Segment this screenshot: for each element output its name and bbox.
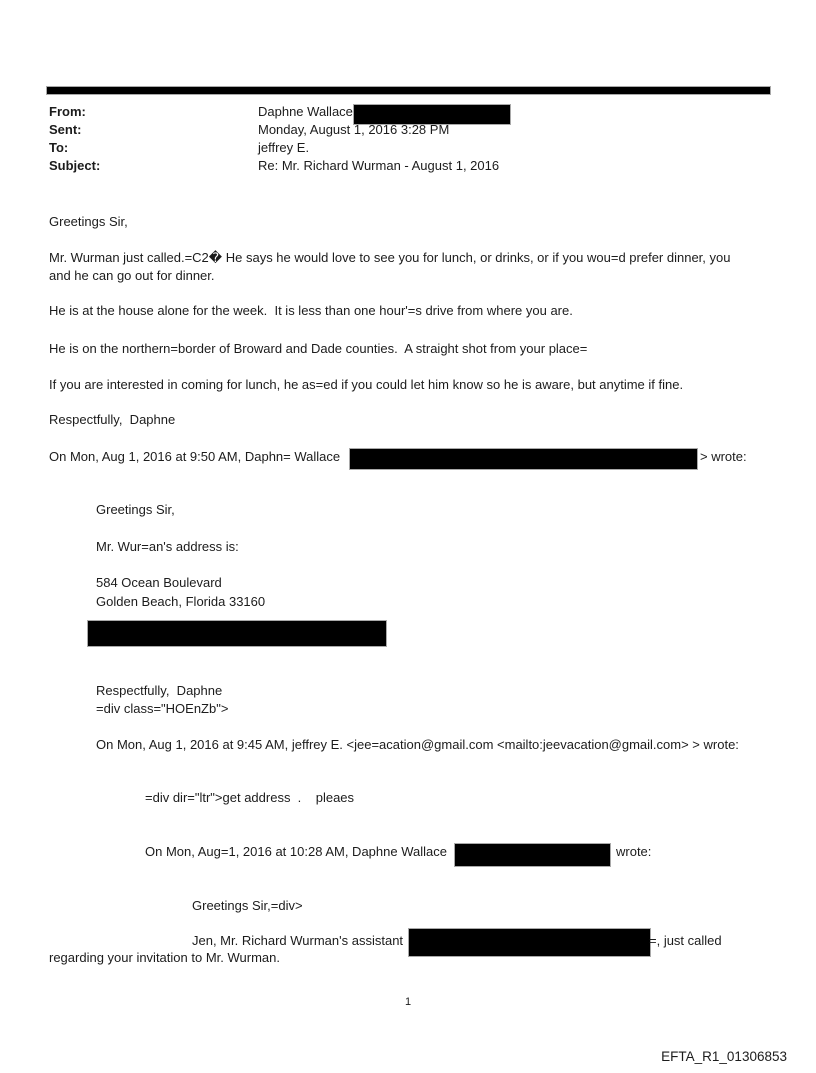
quote1-sender-redaction-bar: [349, 448, 698, 470]
quote3-sender-redaction-bar: [454, 843, 611, 867]
header-rule-redaction-bar: [46, 86, 771, 95]
from-value: Daphne Wallace: [258, 104, 353, 119]
message-paragraph4: If you are interested in coming for lunch, he as=ed if you could let him know so he is aware, but anytime if fine.: [49, 377, 684, 392]
to-label: To:: [49, 140, 69, 155]
quote1-attribution-suffix: > wrote:: [700, 449, 747, 464]
quote3-assistant-line2: regarding your invitation to Mr. Wurman.: [49, 950, 280, 965]
quote1-address-line2: Golden Beach, Florida 33160: [96, 594, 266, 609]
message-paragraph3: He is on the northern=border of Broward and Dade counties. A straight shot from your place=: [49, 341, 588, 356]
quote3-attribution-suffix: wrote:: [616, 844, 652, 859]
subject-label: Subject:: [49, 158, 101, 173]
message-paragraph1-line1: Mr. Wurman just called.=C2� He says he would love to see you for lunch, or drinks, or if you wou=d prefer dinner, you: [49, 250, 731, 265]
quote1-address-line1: 584 Ocean Boulevard: [96, 575, 222, 590]
quote1-greeting: Greetings Sir,: [96, 502, 175, 517]
subject-value: Re: Mr. Richard Wurman - August 1, 2016: [258, 158, 500, 173]
to-value: jeffrey E.: [258, 140, 310, 155]
quote1-address-intro: Mr. Wur=an's address is:: [96, 539, 239, 554]
quote1-signoff: Respectfully, Daphne: [96, 683, 223, 698]
message-greeting: Greetings Sir,: [49, 214, 128, 229]
sent-value: Monday, August 1, 2016 3:28 PM: [258, 122, 450, 137]
quote3-assistant-line-suffix: =, just called: [649, 933, 722, 948]
quote3-assistant-line-prefix: Jen, Mr. Richard Wurman's assistant: [192, 933, 404, 948]
bates-number: EFTA_R1_01306853: [661, 1049, 787, 1064]
from-label: From:: [49, 104, 86, 119]
quote3-greeting: Greetings Sir,=div>: [192, 898, 303, 913]
message-paragraph1-line2: and he can go out for dinner.: [49, 268, 215, 283]
page-number: 1: [404, 996, 412, 1008]
assistant-name-redaction-bar: [408, 928, 651, 957]
quote3-attribution-line: On Mon, Aug=1, 2016 at 10:28 AM, Daphne Wallace: [145, 844, 447, 859]
address-redaction-bar: [87, 620, 387, 647]
quote2-attribution-line: On Mon, Aug 1, 2016 at 9:45 AM, jeffrey E. <jee=acation@gmail.com <mailto:jeevacation@gmail.com> > wrote:: [96, 737, 739, 752]
quote1-html-artifact: =div class="HOEnZb">: [96, 701, 229, 716]
quote1-attribution-line: On Mon, Aug 1, 2016 at 9:50 AM, Daphn= Wallace: [49, 449, 341, 464]
sent-label: Sent:: [49, 122, 82, 137]
quote2-body: =div dir="ltr">get address . pleaes: [145, 790, 355, 805]
message-paragraph2: He is at the house alone for the week. It is less than one hour'=s drive from where you are.: [49, 303, 573, 318]
message-signoff: Respectfully, Daphne: [49, 412, 176, 427]
